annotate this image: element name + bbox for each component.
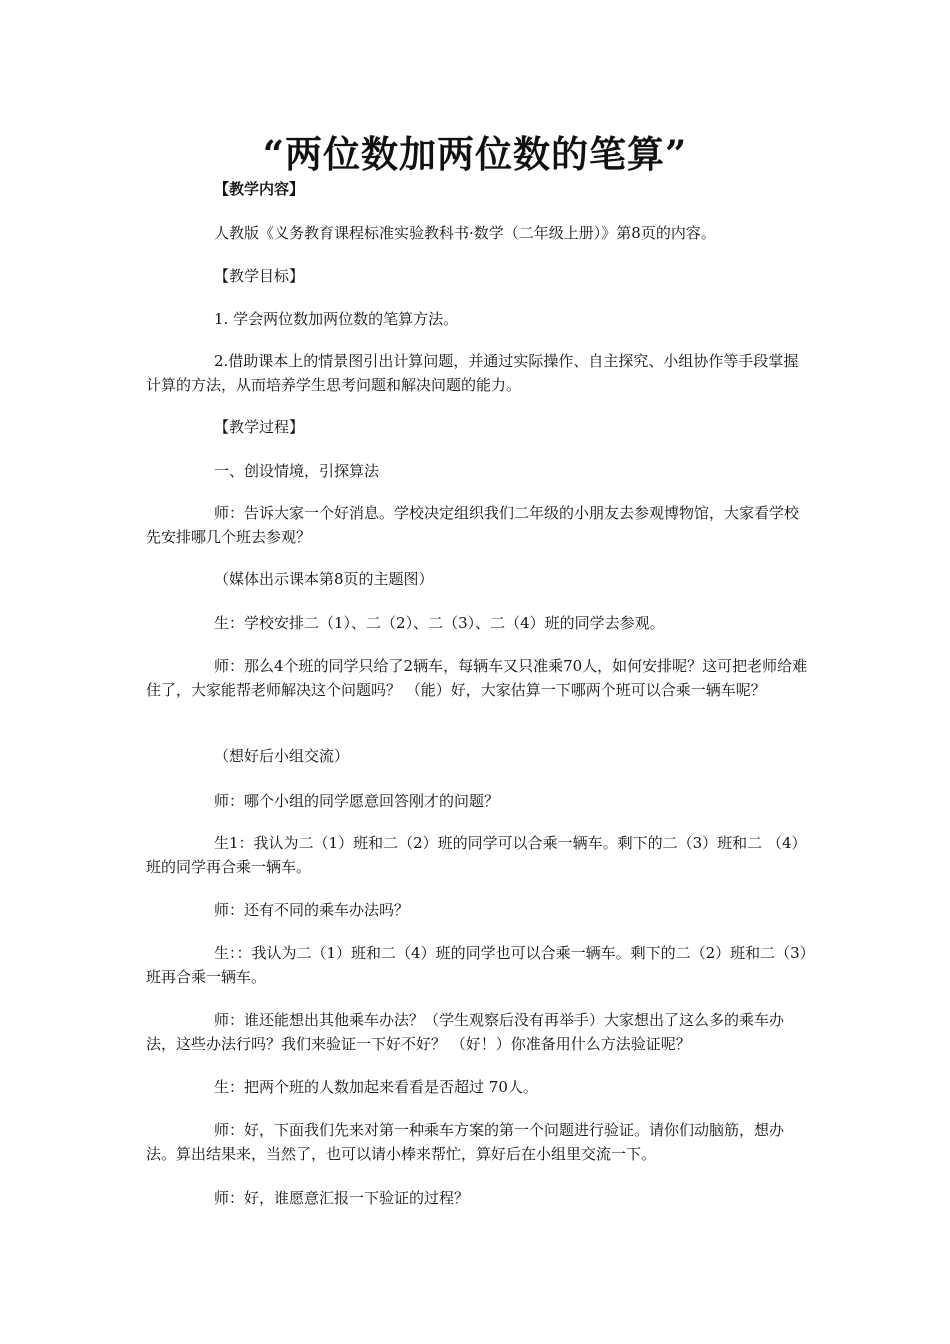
paragraph-teacher-1: 师：告诉大家一个好消息。学校决定组织我们二年级的小朋友去参观博物馆，大家看学校先安排哪几个班去参观？ [146, 504, 800, 546]
heading-teaching-content: 【教学内容】 [214, 180, 305, 198]
document-title: “两位数加两位数的笔算” [262, 132, 688, 176]
paragraph-teacher-4: 师：还有不同的乘车办法吗？ [214, 901, 410, 919]
heading-teaching-process: 【教学过程】 [214, 418, 305, 436]
paragraph-group-note: （想好后小组交流） [214, 747, 350, 765]
paragraph-teacher-6: 师：好，下面我们先来对第一种乘车方案的第一个问题进行验证。请你们动脑筋，想办法。算出结果来，当然了，也可以请小棒来帮忙，算好后在小组里交流一下。 [146, 1121, 785, 1163]
paragraph-media-note: （媒体出示课本第8页的主题图） [214, 570, 434, 588]
paragraph-content: 人教版《义务教育课程标准实验教科书·数学（二年级上册）》第8页的内容。 [214, 224, 716, 242]
paragraph-teacher-2: 师：那么4个班的同学只给了2辆车，每辆车又只准乘70人，如何安排呢？这可把老师给难住了，大家能帮老师解决这个问题吗？ （能）好，大家估算一下哪两个班可以合乘一辆车呢？ [146, 657, 808, 699]
paragraph-student-4: 生：把两个班的人数加起来看看是否超过 70人。 [214, 1078, 538, 1096]
paragraph-goal-2: 2.借助课本上的情景图引出计算问题，并通过实际操作、自主探究、小组协作等手段掌握计算的方法，从而培养学生思考问题和解决问题的能力。 [146, 352, 799, 394]
paragraph-teacher-5: 师：谁还能想出其他乘车办法？（学生观察后没有再举手）大家想出了这么多的乘车办法，这些办法行吗？我们来验证一下好不好？ （好！）你准备用什么方法验证呢？ [146, 1011, 785, 1053]
paragraph-teacher-3: 师：哪个小组的同学愿意回答刚才的问题？ [214, 792, 500, 810]
paragraph-student-3: 生：：我认为二（1）班和二（4）班的同学也可以合乘一辆车。剩下的二（2）班和二（3）班再合乘一辆车。 [146, 944, 808, 986]
heading-teaching-goals: 【教学目标】 [214, 267, 305, 285]
paragraph-goal-1: 1. 学会两位数加两位数的笔算方法。 [214, 310, 459, 328]
section-heading-1: 一、创设情境，引探算法 [214, 462, 380, 480]
paragraph-student-1: 生：学校安排二（1）、二（2）、二（3）、二（4）班的同学去参观。 [214, 614, 665, 632]
paragraph-student-2: 生1：我认为二（1）班和二（2）班的同学可以合乘一辆车。剩下的二（3）班和二 （4）班的同学再合乘一辆车。 [146, 834, 807, 876]
paragraph-teacher-7: 师：好，谁愿意汇报一下验证的过程？ [214, 1189, 470, 1207]
